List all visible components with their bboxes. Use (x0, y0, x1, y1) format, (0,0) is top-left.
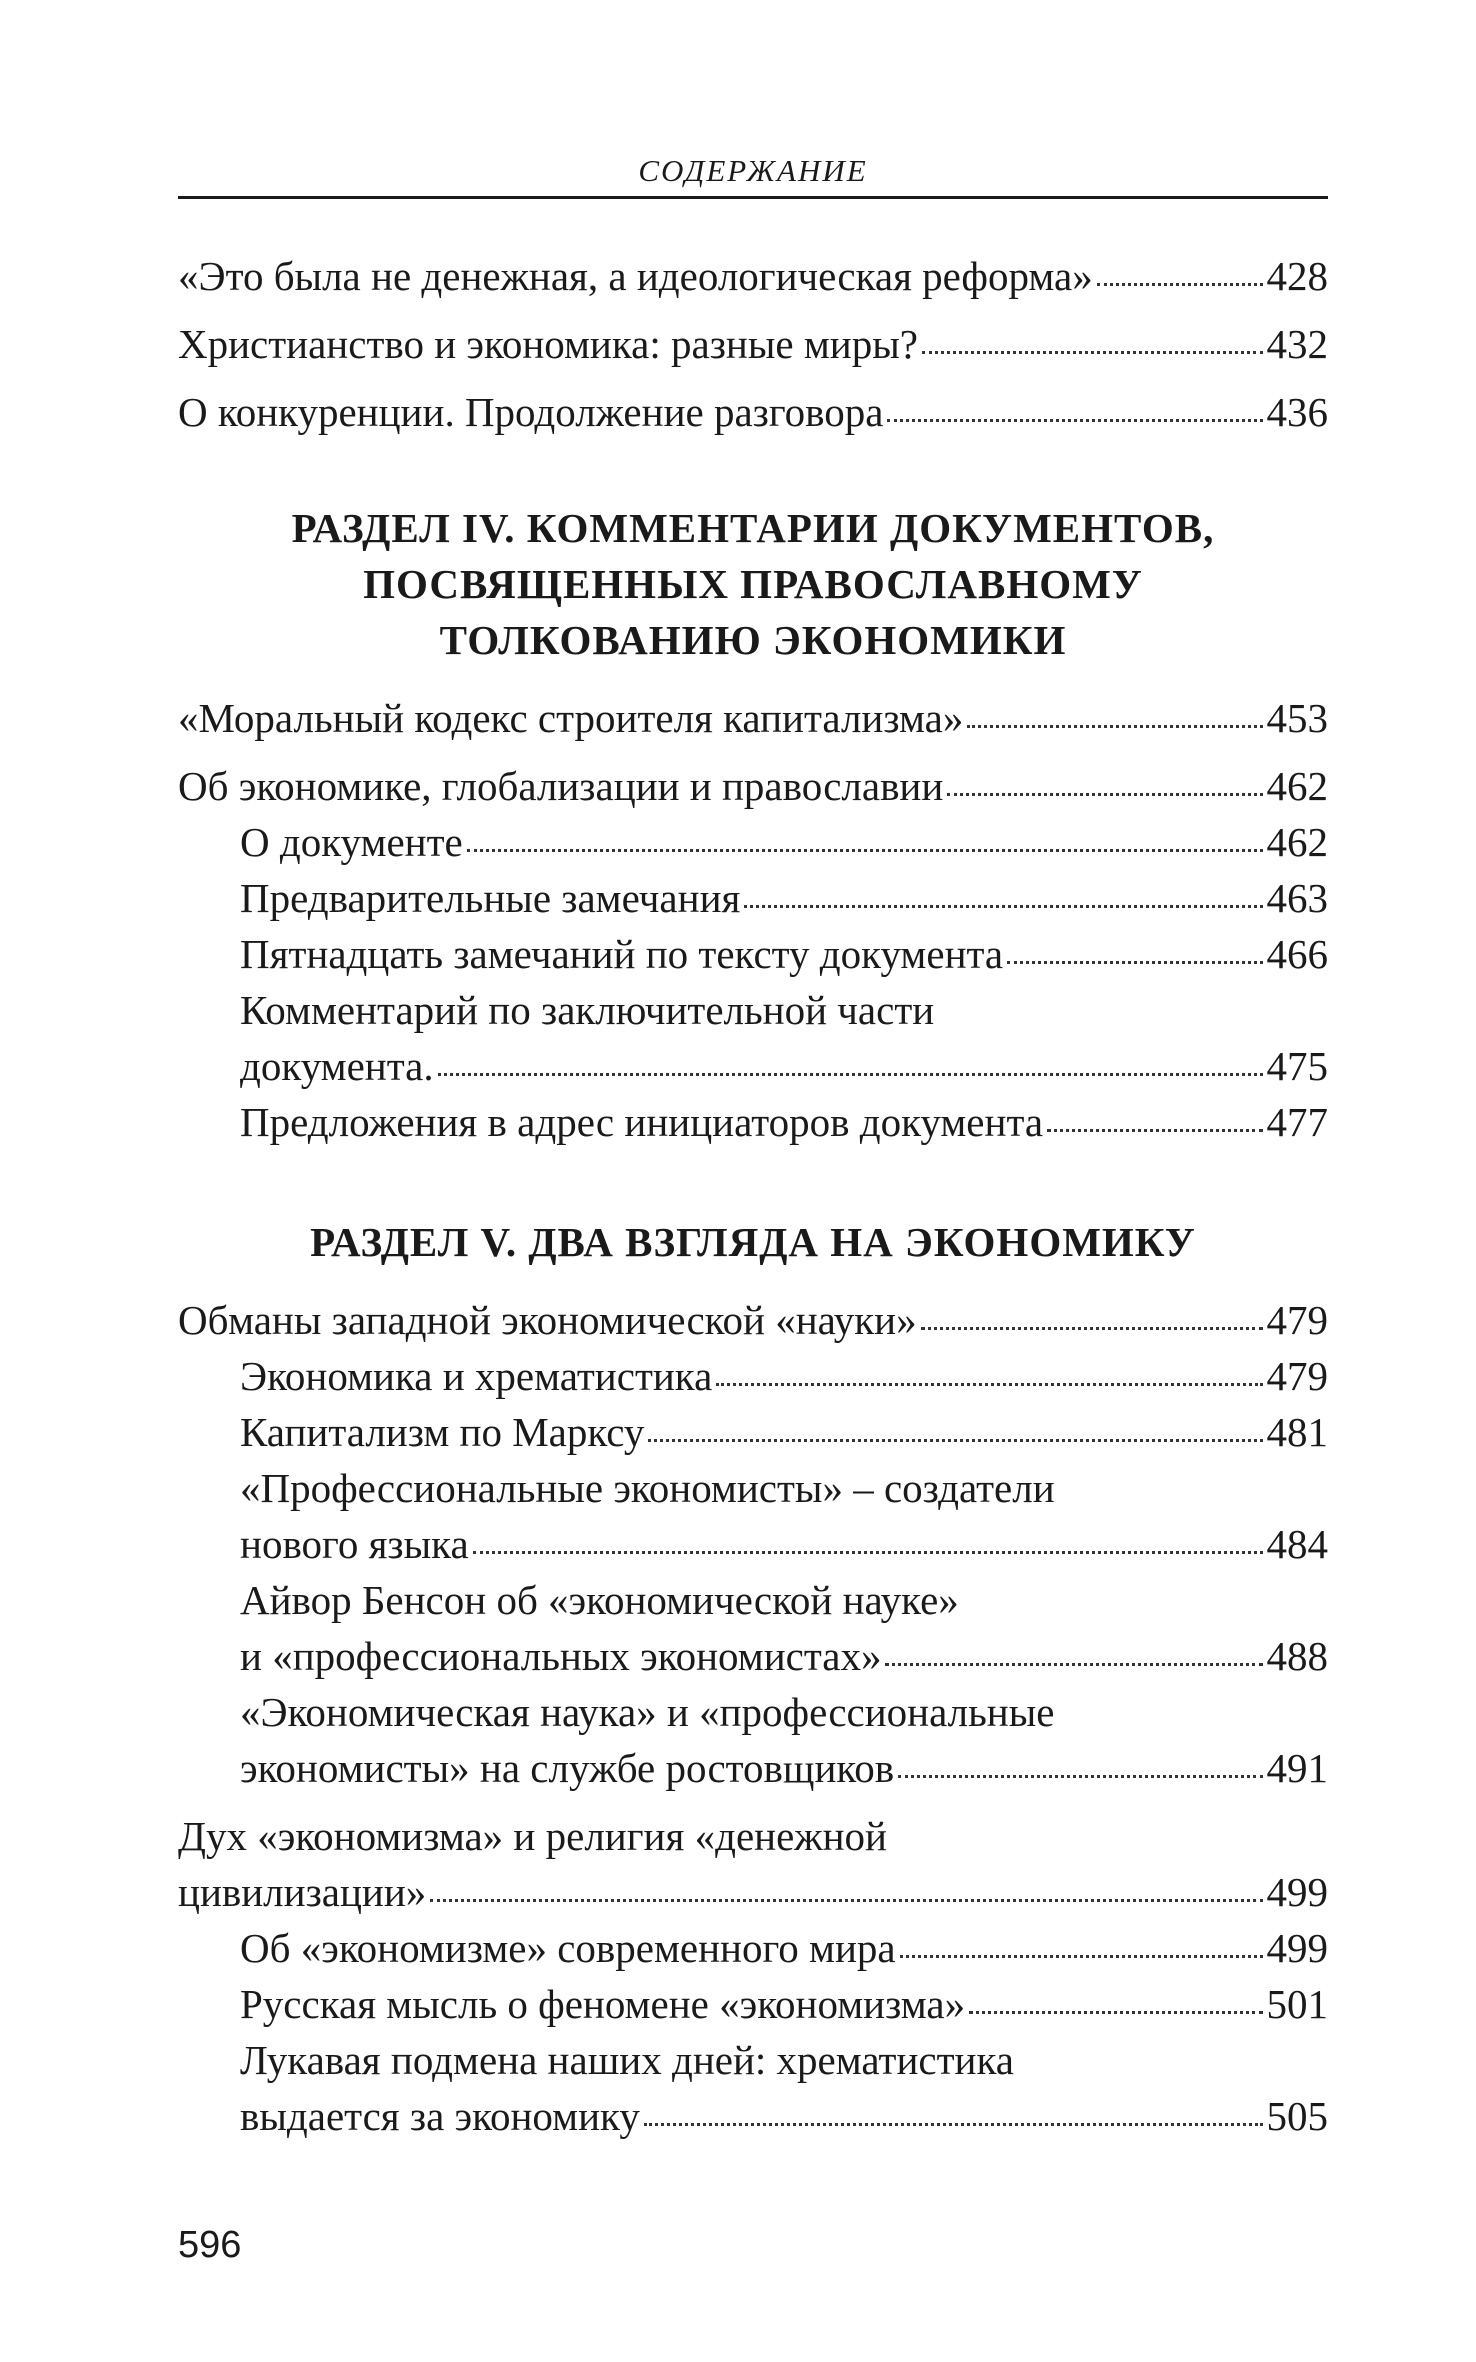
dot-leader (900, 1954, 1263, 1958)
toc-subentry (178, 1094, 1328, 1150)
toc-entry-title: экономисты» на службе ростовщиков (240, 1745, 895, 1791)
dot-leader (430, 1898, 1262, 1902)
toc-entry (178, 1864, 1328, 1920)
dot-leader (473, 1550, 1263, 1554)
toc-subentry (178, 1976, 1328, 2032)
dot-leader (887, 418, 1262, 422)
dot-leader (644, 2122, 1263, 2126)
toc-entry-page: 499 (1266, 1869, 1328, 1915)
toc-entry-page: 462 (1266, 763, 1328, 809)
section-title: РАЗДЕЛ V. ДВА ВЗГЛЯДА НА ЭКОНОМИКУ (310, 1219, 1196, 1265)
toc-subentry (178, 1920, 1328, 1976)
toc-entry-title: Христианство и экономика: разные миры? (178, 321, 918, 367)
toc-subentry (178, 2088, 1328, 2144)
toc-entry-page: 479 (1266, 1353, 1328, 1399)
toc-entry-title: Пятнадцать замечаний по тексту документа (240, 931, 1004, 977)
toc-entry-title: «Это была не денежная, а идеологическая реформа» (178, 253, 1093, 299)
toc-entry (178, 384, 1328, 440)
toc-subentry (178, 1628, 1328, 1684)
toc-entry-title: О конкуренции. Продолжение разговора (178, 389, 884, 435)
toc-entry-title: О документе (240, 819, 463, 865)
toc-entry-page: 462 (1266, 819, 1328, 865)
toc-entry-title: цивилизации» (178, 1869, 427, 1915)
toc-entry-title: и «профессиональных экономистах» (240, 1633, 882, 1679)
dot-leader (1007, 960, 1262, 964)
toc-entry-page: 488 (1266, 1633, 1328, 1679)
toc-entry-page: 475 (1266, 1043, 1328, 1089)
dot-leader (922, 350, 1263, 354)
toc-entry-title: Экономика и хрематистика (240, 1353, 713, 1399)
toc-entry-line: Дух «экономизма» и религия «денежной (178, 1813, 887, 1859)
toc-entry-page: 479 (1266, 1297, 1328, 1343)
toc-entry-page: 505 (1266, 2093, 1328, 2139)
toc-entry-title: Предложения в адрес инициаторов документа (240, 1099, 1044, 1145)
dot-leader (438, 1072, 1263, 1076)
toc-entry-title: Капитализм по Марксу (240, 1409, 645, 1455)
toc-entry-page: 501 (1266, 1981, 1328, 2027)
toc-subentry-line: «Профессиональные экономисты» – создатели (240, 1465, 1055, 1511)
dot-leader (467, 848, 1263, 852)
running-header: СОДЕРЖАНИЕ (178, 148, 1328, 199)
toc-entry-page: 491 (1266, 1745, 1328, 1791)
section-title: РАЗДЕЛ IV. КОММЕНТАРИИ ДОКУМЕНТОВ, (291, 505, 1215, 551)
toc-entry-page: 481 (1266, 1409, 1328, 1455)
toc-entry-page: 463 (1266, 875, 1328, 921)
toc-entry-page: 428 (1266, 253, 1328, 299)
dot-leader (967, 724, 1262, 728)
toc-entry-page: 453 (1266, 695, 1328, 741)
dot-leader (1097, 282, 1263, 286)
table-of-contents (178, 248, 1328, 2144)
page-number: 596 (178, 2224, 242, 2266)
toc-entry (178, 758, 1328, 814)
toc-entry-title: Об экономике, глобализации и православии (178, 763, 944, 809)
toc-subentry-line: «Экономическая наука» и «профессиональные (240, 1689, 1055, 1735)
toc-subentry (178, 1348, 1328, 1404)
toc-entry-title: Русская мысль о феномене «экономизма» (240, 1981, 966, 2027)
dot-leader (921, 1326, 1263, 1330)
toc-entry-page: 499 (1266, 1925, 1328, 1971)
toc-entry-title: «Моральный кодекс строителя капитализма» (178, 695, 964, 741)
toc-subentry (178, 1516, 1328, 1572)
dot-leader (744, 904, 1262, 908)
toc-subentry (178, 870, 1328, 926)
dot-leader (648, 1438, 1262, 1442)
toc-entry (178, 248, 1328, 304)
toc-subentry-line: Айвор Бенсон об «экономической науке» (240, 1577, 959, 1623)
toc-subentry (178, 1404, 1328, 1460)
toc-entry-page: 466 (1266, 931, 1328, 977)
dot-leader (716, 1382, 1262, 1386)
toc-entry-title: Обманы западной экономической «науки» (178, 1297, 917, 1343)
toc-subentry-line: Лукавая подмена наших дней: хрематистика (240, 2037, 1014, 2083)
toc-entry-title: Об «экономизме» современного мира (240, 1925, 896, 1971)
toc-entry-title: выдается за экономику (240, 2093, 640, 2139)
toc-entry-page: 484 (1266, 1521, 1328, 1567)
toc-subentry (178, 1740, 1328, 1796)
section-title: ПОСВЯЩЕННЫХ ПРАВОСЛАВНОМУ (363, 561, 1143, 607)
toc-entry (178, 316, 1328, 372)
toc-subentry-line: Комментарий по заключительной части (240, 987, 935, 1033)
toc-entry-title: документа. (240, 1043, 434, 1089)
dot-leader (969, 2010, 1262, 2014)
toc-subentry (178, 926, 1328, 982)
toc-entry (178, 690, 1328, 746)
toc-entry-page: 432 (1266, 321, 1328, 367)
toc-subentry (178, 1038, 1328, 1094)
dot-leader (885, 1662, 1262, 1666)
toc-entry-title: Предварительные замечания (240, 875, 741, 921)
dot-leader (1047, 1128, 1262, 1132)
toc-subentry (178, 814, 1328, 870)
dot-leader (947, 792, 1262, 796)
toc-entry-title: нового языка (240, 1521, 469, 1567)
toc-entry (178, 1292, 1328, 1348)
dot-leader (898, 1774, 1262, 1778)
toc-entry-page: 436 (1266, 389, 1328, 435)
toc-entry-page: 477 (1266, 1099, 1328, 1145)
section-title: ТОЛКОВАНИЮ ЭКОНОМИКИ (439, 617, 1067, 663)
